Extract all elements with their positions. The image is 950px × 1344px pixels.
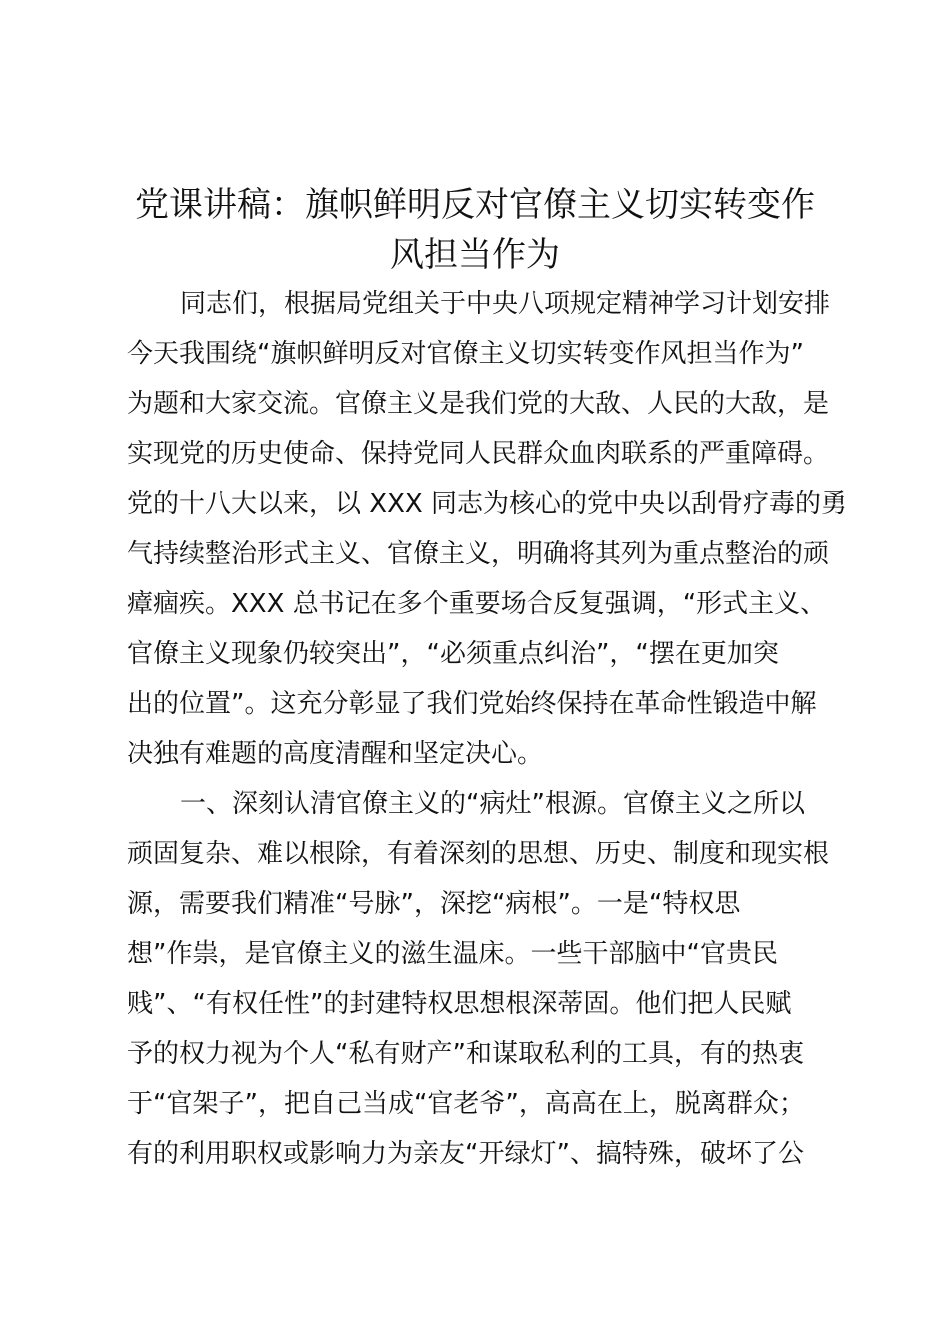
paragraph-2-line-5: 贱”、“有权任性”的封建特权思想根深蒂固。他们把人民赋 <box>127 989 792 1019</box>
paragraph-1-line-10: 决独有难题的高度清醒和坚定决心。 <box>127 739 544 769</box>
document-title-line-2: 风担当作为 <box>390 235 560 275</box>
paragraph-1-line-7: 瘴痼疾。XXX 总书记在多个重要场合反复强调，“形式主义、 <box>127 589 827 619</box>
paragraph-1-line-4: 实现党的历史使命、保持党同人民群众血肉联系的严重障碍。 <box>127 439 830 469</box>
paragraph-1-line-1: 同志们，根据局党组关于中央八项规定精神学习计划安排 <box>180 289 831 319</box>
paragraph-1-line-9: 出的位置”。这充分彰显了我们党始终保持在革命性锻造中解 <box>127 689 817 719</box>
paragraph-1-line-6: 气持续整治形式主义、官僚主义，明确将其列为重点整治的顽 <box>127 539 830 569</box>
paragraph-2-line-4: 想”作祟，是官僚主义的滋生温床。一些干部脑中“官贵民 <box>127 939 778 969</box>
paragraph-2-line-2: 顽固复杂、难以根除，有着深刻的思想、历史、制度和现实根 <box>127 839 830 869</box>
paragraph-2-line-8: 有的利用职权或影响力为亲友“开绿灯”、搞特殊，破坏了公 <box>127 1139 804 1169</box>
paragraph-1-line-2: 今天我围绕“旗帜鲜明反对官僚主义切实转变作风担当作为” <box>127 339 804 369</box>
paragraph-1-line-3: 为题和大家交流。官僚主义是我们党的大敌、人民的大敌，是 <box>127 389 830 419</box>
paragraph-1-line-8: 官僚主义现象仍较突出”，“必须重点纠治”，“摆在更加突 <box>127 639 779 669</box>
paragraph-2-line-6: 予的权力视为个人“私有财产”和谋取私利的工具，有的热衷 <box>127 1039 804 1069</box>
paragraph-2-line-1: 一、深刻认清官僚主义的“病灶”根源。官僚主义之所以 <box>180 789 805 819</box>
paragraph-1-line-5: 党的十八大以来，以 XXX 同志为核心的党中央以刮骨疗毒的勇 <box>127 489 847 519</box>
document-title-line-1: 党课讲稿：旗帜鲜明反对官僚主义切实转变作 <box>135 185 815 225</box>
paragraph-2-line-7: 于“官架子”，把自己当成“官老爷”，高高在上，脱离群众； <box>127 1089 805 1119</box>
paragraph-2-line-3: 源，需要我们精准“号脉”，深挖“病根”。一是“特权思 <box>127 889 741 919</box>
